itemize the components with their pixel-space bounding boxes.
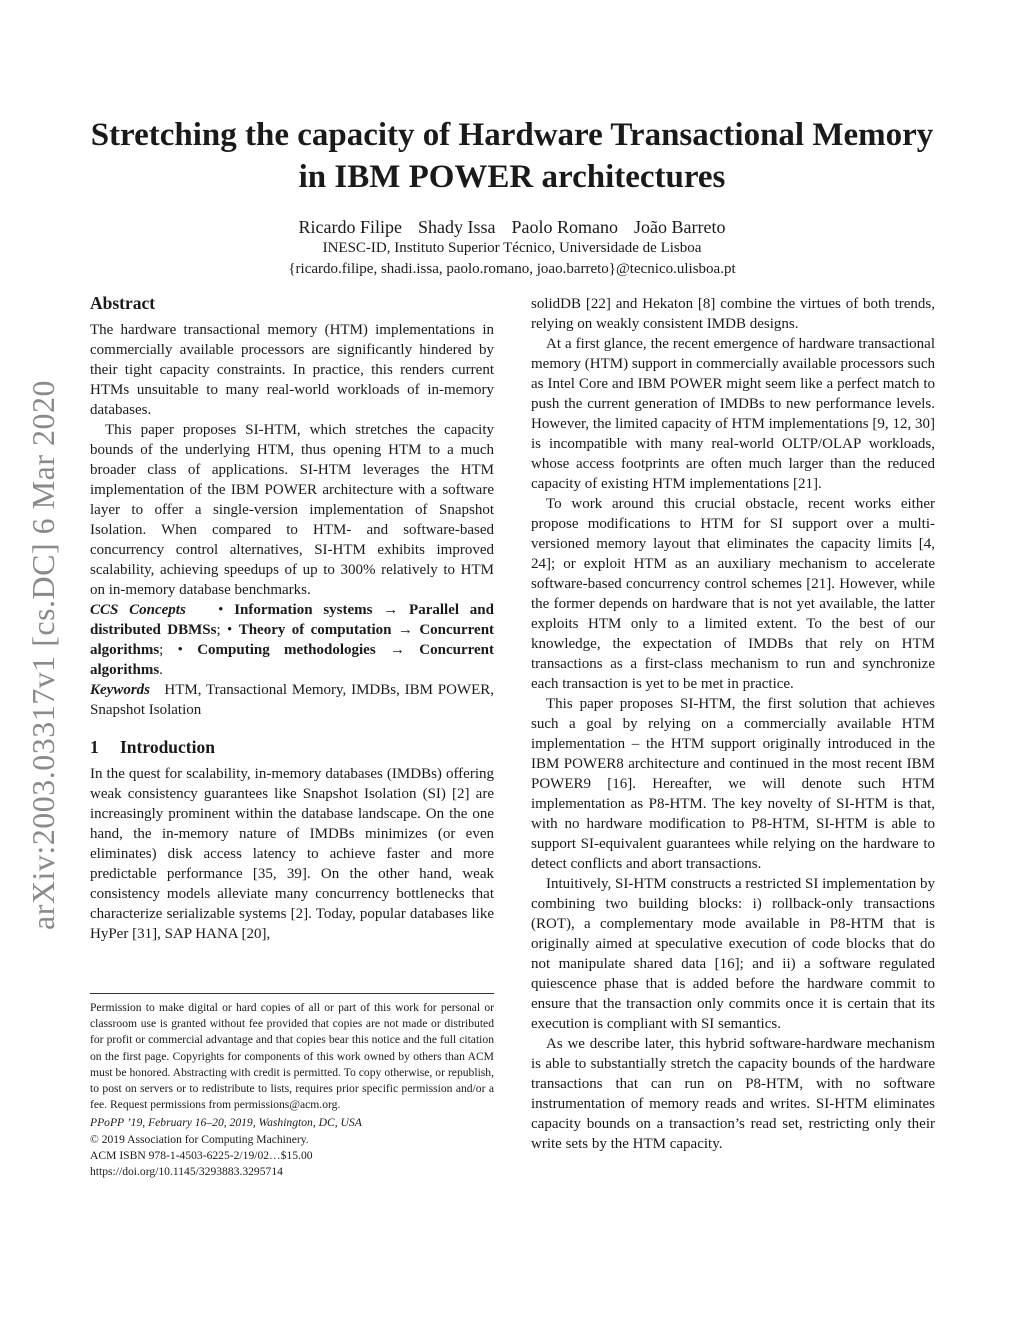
intro-paragraph: At a first glance, the recent emergence of hardware transactional memory (HTM) support in commercially available processors such as Intel Core and IBM POWER might seem like a perfect match to push the current generation of IMDBs to new performance levels. However, the limited capacity of HTM implementations [9, 12, 30] is incompatible with many real-world OLTP/OLAP workloads, whose access footprints are often much larger than the reduced capacity of existing HTM implementations [21]. xyxy=(531,336,935,492)
author-emails: {ricardo.filipe, shadi.issa, paolo.romano, joao.barreto}@tecnico.ulisboa.pt xyxy=(288,261,736,277)
abstract-paragraph: The hardware transactional memory (HTM) implementations in commercially available processors are significantly hindered by their tight capacity constraints. In practice, this renders current HTMs unsuitable to many real-world workloads of in-memory databases. xyxy=(90,322,494,418)
ccs-topic: Parallel and distributed DBMSs xyxy=(90,602,494,638)
intro-paragraph: This paper proposes SI-HTM, the first solution that achieves such a goal by relying on a commercially available HTM implementation – the HTM support originally introduced in the IBM POWER8 architecture and continued in the most recent IBM POWER9 [16]. Hereafter, we will denote such HTM implementation as P8-HTM. The key novelty of SI-HTM is that, with no hardware modification to P8-HTM, SI-HTM is able to support SI-equivalent guarantees while relying on the hardware to detect conflicts and abort transactions. xyxy=(531,696,935,872)
paper-title: Stretching the capacity of Hardware Transactional Memory in IBM POWER architectures xyxy=(90,117,934,195)
arrow-icon: → xyxy=(389,642,405,658)
arxiv-identifier: arXiv:2003.03317v1 [cs.DC] 6 Mar 2020 xyxy=(25,380,61,930)
ccs-label: CCS Concepts xyxy=(90,602,186,618)
intro-paragraph: As we describe later, this hybrid software-hardware mechanism is able to substantially stretch the capacity bounds of the hardware transactions that can run on P8-HTM, with no software instrumentation of memory reads and writes. SI-HTM eliminates capacity bounds on a transaction’s read set, restricting only their write sets by the HTM capacity. xyxy=(531,1036,935,1152)
affiliation: INESC-ID, Instituto Superior Técnico, Universidade de Lisboa xyxy=(322,240,702,256)
left-column xyxy=(90,292,494,944)
ccs-topic: Concurrent algorithms xyxy=(90,622,495,658)
abstract-heading: Abstract xyxy=(90,293,156,313)
permission-notice: Permission to make digital or hard copies of all or part of this work for personal or classroom use is granted without fee provided that copies are not made or distributed for profit or commercial advantage and that copies bear this notice and the full citation on the first page. Copyrights for components of this work owned by others than ACM must be honored. Abstracting with credit is permitted. To copy otherwise, or republish, to post on servers or to redistribute to lists, requires prior specific permission and/or a fee. Request permissions from permissions@acm.org. xyxy=(90,1001,494,1112)
doi-link[interactable]: https://doi.org/10.1145/3293883.3295714 xyxy=(90,1165,283,1179)
abstract-paragraph: This paper proposes SI-HTM, which stretches the capacity bounds of the underlying HTM, thus opening HTM to a much broader class of applications. SI-HTM leverages the HTM implementation of the IBM POWER architecture with a software layer to offer a single-version implementation of Snapshot Isolation. When compared to HTM- and software-based concurrency control alternatives, SI-HTM exhibits improved scalability, achieving speedups of up to 300% relatively to HTM on in-memory database benchmarks. xyxy=(90,422,494,598)
ccs-category: Theory of computation xyxy=(238,622,392,638)
ccs-topic: Concurrent algorithms xyxy=(90,642,494,678)
author-name: João Barreto xyxy=(634,217,726,237)
intro-paragraph: Intuitively, SI-HTM constructs a restricted SI implementation by combining two building blocks: i) rollback-only transactions (ROT), a complementary mode available in P8-HTM that is originally aimed at speculative execution of code blocks that do not manipulate shared data [16]; and ii) a software regulated quiescence phase that is added before the hardware commit to ensure that the transaction only commits once it is certain that its execution is compliant with SI semantics. xyxy=(531,876,935,1032)
section-number: 1 xyxy=(90,737,99,757)
arrow-icon: → xyxy=(383,602,399,618)
keywords-label: Keywords xyxy=(90,682,150,698)
ccs-bullet: • xyxy=(227,622,233,638)
ccs-concepts: CCS Concepts • Information systems → Parallel and distributed DBMSs; • Theory of computation → Concurrent algorithms; • Computing methodologies → Concurrent algorithms. xyxy=(90,602,495,678)
ccs-bullet: • xyxy=(177,642,183,658)
author-name: Shady Issa xyxy=(418,217,496,237)
ccs-bullet: • xyxy=(218,602,224,618)
ccs-category: Computing methodologies xyxy=(197,642,376,658)
section-title: Introduction xyxy=(120,737,215,757)
section-heading-introduction xyxy=(90,736,494,758)
author-name: Paolo Romano xyxy=(511,217,618,237)
author-list xyxy=(90,216,934,238)
intro-paragraph: solidDB [22] and Hekaton [8] combine the virtues of both trends, relying on weakly consistent IMDB designs. xyxy=(531,296,935,332)
right-column xyxy=(531,294,935,1154)
permission-footnote xyxy=(90,993,494,1180)
conference-info: PPoPP ’19, February 16–20, 2019, Washington, DC, USA xyxy=(90,1116,362,1130)
intro-paragraph: To work around this crucial obstacle, recent works either propose modifications to HTM for SI support over a multi-versioned memory layout that eliminates the capacity limits [4, 24]; or exploit HTM as an auxiliary mechanism to accelerate software-based concurrency control schemes [21]. However, while the former depends on hardware that is not yet available, the latter exploits HTM only to a limited extent. To the best of our knowledge, the expectation of IMDBs that rely on HTM transactions as a first-class mechanism to run and synchronize each transaction is yet to be met in practice. xyxy=(531,496,935,692)
ccs-category: Information systems xyxy=(234,602,373,618)
isbn: ACM ISBN 978-1-4503-6225-2/19/02…$15.00 xyxy=(90,1148,313,1162)
keywords-text: HTM, Transactional Memory, IMDBs, IBM POWER, Snapshot Isolation xyxy=(90,682,495,718)
keywords xyxy=(90,680,494,720)
arrow-icon: → xyxy=(397,622,413,638)
author-name: Ricardo Filipe xyxy=(298,217,402,237)
intro-paragraph: In the quest for scalability, in-memory databases (IMDBs) offering weak consistency guarantees like Snapshot Isolation (SI) [2] are increasingly prominent within the database landscape. On the one hand, the in-memory nature of IMDBs minimizes (or even eliminates) disk access latency to achieve faster and more predictable performance [35, 39]. On the other hand, weak consistency models alleviate many concurrency bottlenecks that characterize serializable systems [2]. Today, popular databases like HyPer [31], SAP HANA [20], xyxy=(90,766,494,942)
copyright-notice: © 2019 Association for Computing Machinery. xyxy=(90,1132,309,1146)
